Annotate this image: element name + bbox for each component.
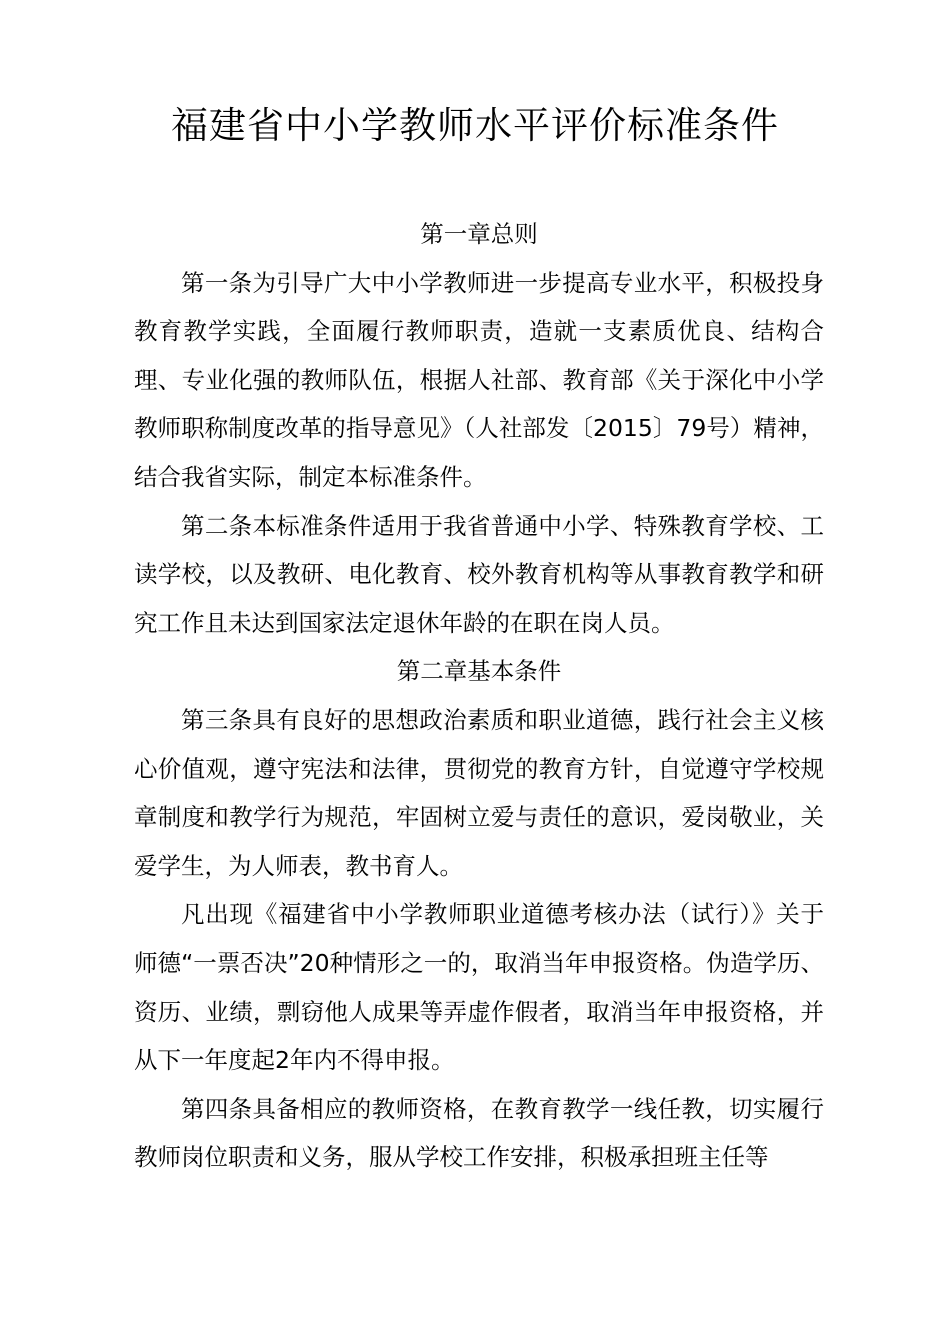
article-3-paragraph: 第三条具有良好的思想政治素质和职业道德，践行社会主义核心价值观，遵守宪法和法律，贯彻党的教育方针，自觉遵守学校规章制度和教学行为规范，牢固树立爱与责任的意识，爱岗敬业，关爱学生，为人师表，教书育人。: [134, 705, 824, 880]
article-3-supplement-paragraph: 凡出现《福建省中小学教师职业道德考核办法（试行）》关于师德“一票否决”20种情形之一的，取消当年申报资格。伪造学历、资历、业绩，剽窃他人成果等弄虚作假者，取消当年申报资格，并从下一年度起2年内不得申报。: [134, 900, 824, 1075]
article-1-paragraph: 第一条为引导广大中小学教师进一步提高专业水平，积极投身教育教学实践，全面履行教师职责，造就一支素质优良、结构合理、专业化强的教师队伍，根据人社部、教育部《关于深化中小学教师职称制度改革的指导意见》（人社部发〔2015〕79号）精神，结合我省实际，制定本标准条件。: [134, 268, 824, 491]
article-2-paragraph: 第二条本标准条件适用于我省普通中小学、特殊教育学校、工读学校，以及教研、电化教育、校外教育机构等从事教育教学和研究工作且未达到国家法定退休年龄的在职在岗人员。: [134, 511, 824, 637]
chapter-heading-1: 第一章总则: [420, 220, 538, 248]
document-body: [134, 210, 824, 1182]
document-title: 福建省中小学教师水平评价标准条件: [171, 104, 779, 147]
chapter-heading-2: 第二章基本条件: [396, 657, 562, 686]
article-4-paragraph: 第四条具备相应的教师资格，在教育教学一线任教，切实履行教师岗位职责和义务，服从学校工作安排，积极承担班主任等: [134, 1094, 824, 1172]
